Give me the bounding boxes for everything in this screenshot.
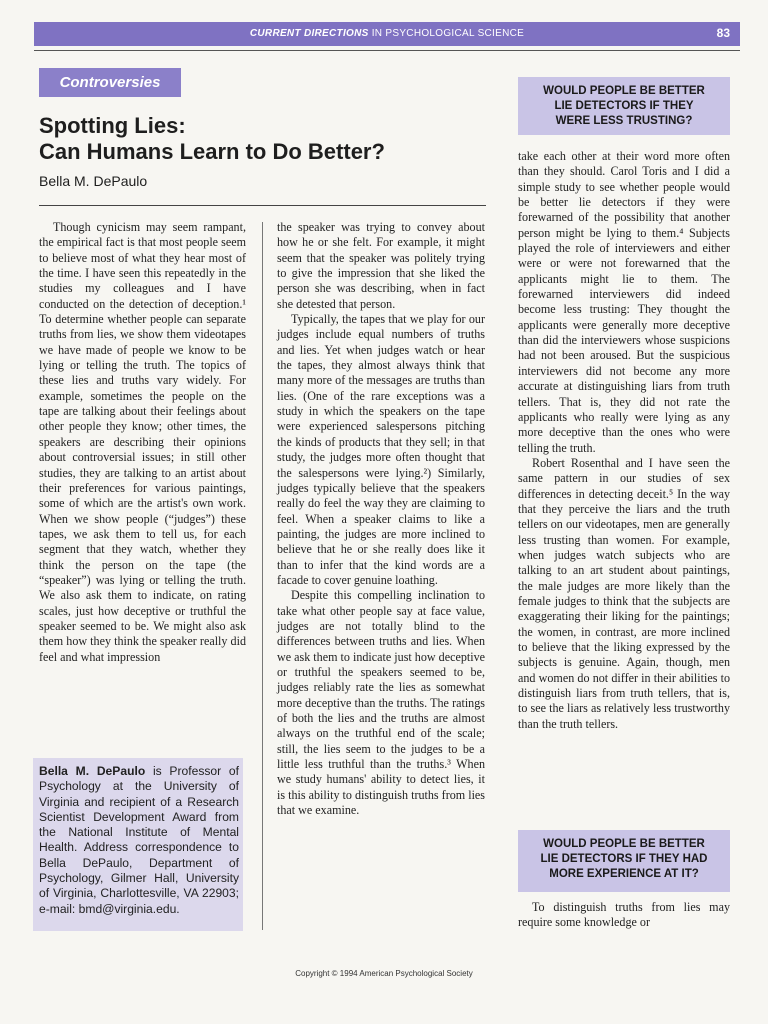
body-column-3-continued: [518, 900, 730, 931]
header-divider: [34, 50, 740, 51]
running-header: [34, 22, 740, 46]
page-number: 83: [716, 26, 730, 40]
paragraph: Typically, the tapes that we play for our judges include equal numbers of truths and lies. Yet when judges watch or hear the tapes, they almost always think that many more of the messages are truths than lies. (One of the rare exceptions was a study in which the speakers on the tape were experienced salespersons pitching the kinds of products that they sell; in that study, the judges more often thought that the salespersons were lying.²) Similarly, judges typically believe that the speakers really do feel the way they are claiming to feel. When a speaker claims to like a painting, the judges are more inclined to believe that he or she really does like it than to infer that the kind words are a facade to cover genuine loathing.: [277, 312, 485, 587]
article-title: [39, 113, 479, 165]
author-bio-text: Bella M. DePaulo is Professor of Psychology at the University of Virginia and recipient of a Research Scientist Development Award from the National Institute of Mental Health. Address correspondence to Bella DePaulo, Department of Psychology, Gilmer Hall, University of Virginia, Charlottesville, VA 22903; e-mail: bmd@virginia.edu.: [39, 764, 239, 916]
body-column-3: [518, 149, 730, 732]
sidebar-heading-more-experience: WOULD PEOPLE BE BETTER LIE DETECTORS IF THEY HAD MORE EXPERIENCE AT IT?: [518, 830, 730, 892]
author-byline: Bella M. DePaulo: [39, 173, 148, 189]
body-column-2: [277, 220, 485, 818]
paragraph: Though cynicism may seem rampant, the empirical fact is that most people seem to believe most of what they hear most of the time. I have seen this repeatedly in the studies my colleagues and I have conducted on the detection of deception.¹ To determine whether people can separate truths from lies, we show them videotapes we have made of people we know to be lying or telling the truth. The topics of these lies and truths vary widely. For example, sometimes the people on the tape are talking about their feelings about other people they know; other times, the speakers are describing their opinions about controversial issues; in still other studies, they are talking to an artist about their preferences for various paintings, some of which are the artist's own work. When we show people (“judges”) these tapes, we ask them to tell us, for each segment that they watch, whether they think the person on the tape (the “speaker”) was lying or telling the truth. We also ask them to indicate, on rating scales, just how deceptive or truthful the speaker seemed to be. We might also ask them how they think the speaker really did feel and what impression: [39, 220, 246, 664]
copyright-notice: Copyright © 1994 American Psychological Society: [295, 969, 473, 978]
paragraph: Robert Rosenthal and I have seen the same pattern in our studies of sex differences in detecting deceit.⁵ In the way that they perceive the liars and the truth tellers on our videotapes, men are generally less trusting than women. For example, when judges watch subjects who are talking to an art student about paintings, the male judges are more likely than the female judges to think that the subjects are exaggerating their liking for the paintings; the women, in contrast, are more inclined to believe that the liking expressed by the subjects is genuine. Again, though, men and women do not differ in their abilities to distinguish liars from truth tellers, that is, to see the liars as relatively less trustworthy than the truth tellers.: [518, 455, 730, 731]
title-divider: [39, 205, 486, 206]
title-line-1: Spotting Lies:: [39, 113, 186, 138]
sidebar-heading-less-trusting: WOULD PEOPLE BE BETTER LIE DETECTORS IF THEY WERE LESS TRUSTING?: [518, 77, 730, 135]
journal-name: CURRENT DIRECTIONS IN PSYCHOLOGICAL SCIENCE: [249, 28, 525, 39]
author-bio-name: Bella M. DePaulo: [39, 764, 146, 778]
section-label: Controversies: [39, 68, 181, 97]
author-bio-box: [33, 758, 243, 931]
paragraph: take each other at their word more often than they should. Carol Toris and I did a simple study to see whether people would be better lie detectors if they were forewarned of the possibility that another person might be lying to them.⁴ Subjects played the role of interviewers and either were or were not forewarned that the applicants might lie to them. The forewarned interviewers did indeed become less trusting: They thought the applicants were generally more deceptive than did the interviewers whose suspicions had not been aroused. But the suspicious interviewers did not become any more accurate at distinguishing liars from truth tellers. That is, they did not rate the applicants who really were lying as any more deceptive than the ones who were telling the truth.: [518, 149, 730, 455]
paragraph: To distinguish truths from lies may require some knowledge or: [518, 900, 730, 930]
title-line-2: Can Humans Learn to Do Better?: [39, 139, 385, 164]
column-divider: [262, 222, 263, 930]
paragraph: Despite this compelling inclination to take what other people say at face value, judges are not totally blind to the differences between truths and lies. When we ask them to indicate just how deceptive or truthful the speakers seemed to be, judges reliably rate the lies as somewhat more deceptive than the truths. The ratings of both the lies and the truths are almost always on the truthful end of the scale; still, the lies seem to the judges to be a little less truthful than the truths.³ When we study humans' ability to detect lies, it is this ability to distinguish truths from lies that we examine.: [277, 588, 485, 818]
paragraph: the speaker was trying to convey about how he or she felt. For example, it might seem that the speaker was politely trying to give the impression that she liked the person she was describing, when in fact she detested that person.: [277, 220, 485, 311]
body-column-1: [39, 220, 246, 665]
